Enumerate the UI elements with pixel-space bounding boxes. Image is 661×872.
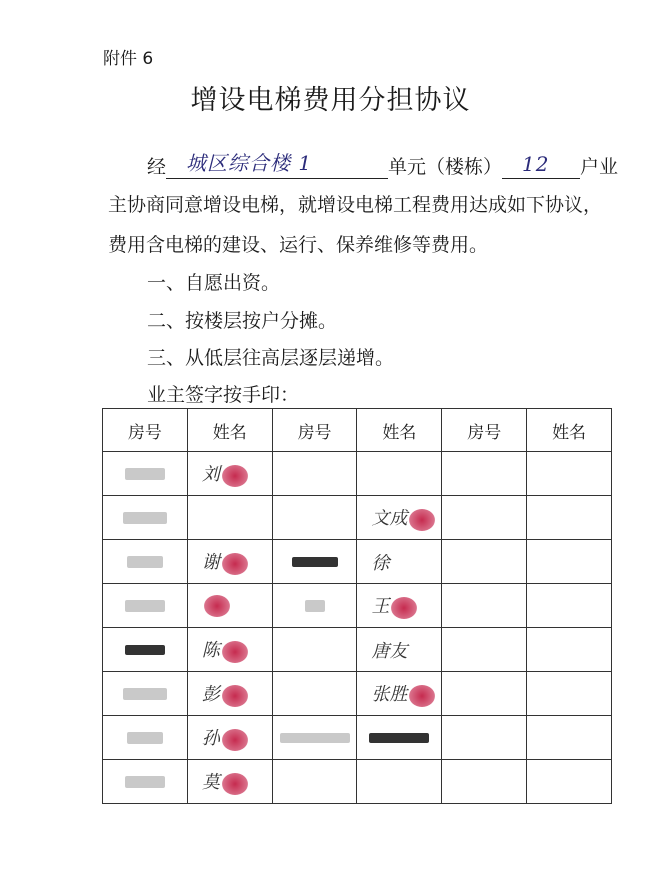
redacted-room <box>369 733 429 743</box>
header-name-2: 姓名 <box>357 409 442 452</box>
redacted-room <box>123 512 167 524</box>
signature-name: 陈 <box>201 640 220 662</box>
signature-name: 唐友 <box>371 640 408 662</box>
building-handwriting: 城区综合楼 1 <box>186 151 313 175</box>
intro-suffix: 户业 <box>580 156 619 178</box>
document-title: 增设电梯费用分担协议 <box>190 85 471 116</box>
table-row <box>103 452 612 496</box>
fingerprint-stamp <box>204 595 230 617</box>
clause-2: 二、按楼层按户分摊。 <box>147 310 338 332</box>
fingerprint-stamp <box>222 729 248 751</box>
redacted-room <box>305 600 325 612</box>
signature-name: 张胜 <box>371 684 408 706</box>
table-row <box>103 628 612 672</box>
fingerprint-stamp <box>222 641 248 663</box>
table-row <box>103 540 612 584</box>
header-name-3: 姓名 <box>527 409 612 452</box>
redacted-room <box>123 688 167 700</box>
signature-name: 彭 <box>201 684 220 706</box>
agreement-intro-line <box>147 152 618 180</box>
signature-label: 业主签字按手印： <box>147 384 300 406</box>
redacted-room <box>125 600 165 612</box>
redacted-room <box>280 733 350 743</box>
signature-name <box>357 463 371 484</box>
agreement-paragraph-line-1: 主协商同意增设电梯，就增设电梯工程费用达成如下协议， <box>108 194 603 216</box>
redacted-room <box>125 645 165 655</box>
header-room-1: 房号 <box>103 409 188 452</box>
signature-name: 文成 <box>371 508 408 530</box>
unit-text: 单元（楼栋） <box>388 156 503 178</box>
fingerprint-stamp <box>409 509 435 531</box>
redacted-room <box>125 468 165 480</box>
redacted-room <box>292 557 338 567</box>
table-row <box>103 496 612 540</box>
header-room-3: 房号 <box>442 409 527 452</box>
header-name-1: 姓名 <box>187 409 272 452</box>
intro-prefix: 经 <box>147 156 167 178</box>
fingerprint-stamp <box>391 597 417 619</box>
signature-name: 刘 <box>201 464 220 486</box>
building-blank <box>166 152 388 179</box>
table-row <box>103 584 612 628</box>
fingerprint-stamp <box>409 685 435 707</box>
fingerprint-stamp <box>222 685 248 707</box>
signature-table <box>102 408 612 804</box>
households-handwriting: 12 <box>522 152 550 176</box>
redacted-room <box>127 732 163 744</box>
signature-name: 王 <box>371 596 390 618</box>
table-header-row <box>103 409 612 452</box>
table-row <box>103 716 612 760</box>
agreement-paragraph-line-2: 费用含电梯的建设、运行、保养维修等费用。 <box>108 234 489 256</box>
header-room-2: 房号 <box>272 409 357 452</box>
fingerprint-stamp <box>222 773 248 795</box>
table-row <box>103 672 612 716</box>
signature-name <box>188 594 202 615</box>
redacted-room <box>125 776 165 788</box>
signature-name: 莫 <box>201 772 220 794</box>
clause-3: 三、从低层往高层逐层递增。 <box>147 347 395 369</box>
fingerprint-stamp <box>222 465 248 487</box>
signature-name: 孙 <box>201 728 220 750</box>
signature-name: 徐 <box>371 552 390 574</box>
attachment-label: 附件 6 <box>103 49 154 69</box>
households-blank <box>502 152 580 179</box>
signature-name <box>188 507 202 528</box>
signature-name: 谢 <box>201 552 220 574</box>
table-row <box>103 760 612 804</box>
fingerprint-stamp <box>222 553 248 575</box>
clause-1: 一、自愿出资。 <box>147 272 281 294</box>
redacted-room <box>127 556 163 568</box>
